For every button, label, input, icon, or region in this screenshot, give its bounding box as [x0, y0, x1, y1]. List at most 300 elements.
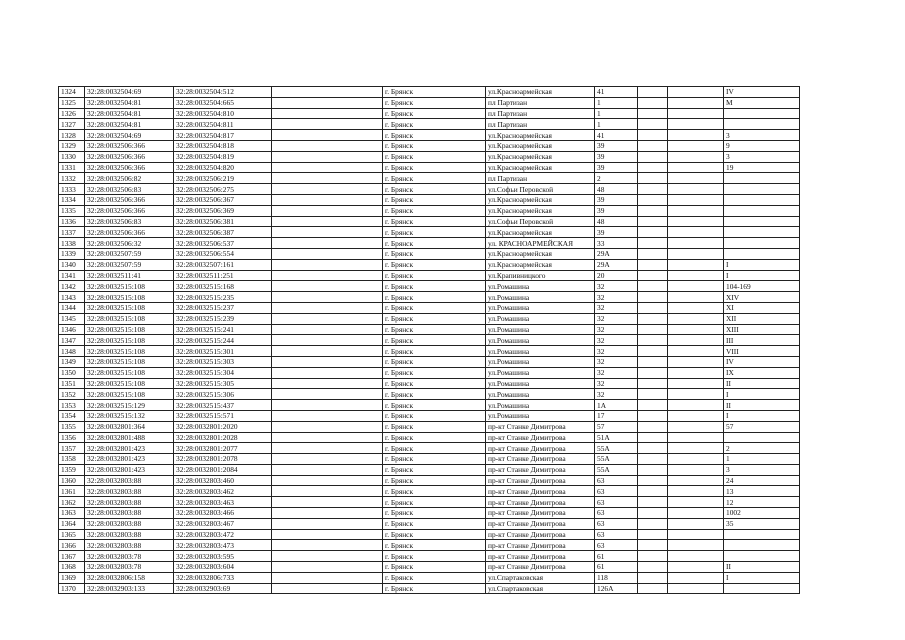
- cadastral-number-cell: 32:28:0032803:467: [174, 518, 272, 529]
- street-cell: ул.Красноармейская: [486, 140, 595, 151]
- blank-cell-3: [668, 248, 724, 259]
- parent-cadastral-number-cell: 32:28:0032803:88: [85, 508, 174, 519]
- street-cell: ул.Красноармейская: [486, 248, 595, 259]
- street-cell: ул.Софьи Перовской: [486, 216, 595, 227]
- blank-cell: [272, 108, 383, 119]
- parent-cadastral-number-cell: 32:28:0032515:108: [85, 389, 174, 400]
- blank-cell-3: [668, 421, 724, 432]
- blank-cell-2: [638, 475, 668, 486]
- premises-number-cell: [724, 583, 800, 594]
- city-cell: г. Брянск: [383, 281, 486, 292]
- parent-cadastral-number-cell: 32:28:0032801:423: [85, 464, 174, 475]
- blank-cell: [272, 540, 383, 551]
- premises-number-cell: II: [724, 378, 800, 389]
- street-cell: ул.Спартаковская: [486, 572, 595, 583]
- row-number-cell: 1340: [59, 259, 85, 270]
- street-cell: пр-кт Станке Димитрова: [486, 508, 595, 519]
- blank-cell-3: [668, 87, 724, 98]
- cadastral-number-cell: 32:28:0032507:161: [174, 259, 272, 270]
- street-cell: пр-кт Станке Димитрова: [486, 432, 595, 443]
- row-number-cell: 1365: [59, 529, 85, 540]
- premises-number-cell: [724, 173, 800, 184]
- cadastral-number-cell: 32:28:0032504:665: [174, 97, 272, 108]
- blank-cell: [272, 87, 383, 98]
- house-number-cell: 39: [595, 162, 638, 173]
- row-number-cell: 1346: [59, 324, 85, 335]
- premises-number-cell: 104-169: [724, 281, 800, 292]
- cadastral-number-cell: 32:28:0032801:2077: [174, 443, 272, 454]
- blank-cell-2: [638, 173, 668, 184]
- blank-cell: [272, 378, 383, 389]
- street-cell: ул.Ромашина: [486, 313, 595, 324]
- cadastral-number-cell: 32:28:0032506:381: [174, 216, 272, 227]
- street-cell: ул.Красноармейская: [486, 130, 595, 141]
- blank-cell-3: [668, 454, 724, 465]
- premises-number-cell: I: [724, 270, 800, 281]
- cadastral-number-cell: 32:28:0032504:811: [174, 119, 272, 130]
- city-cell: г. Брянск: [383, 184, 486, 195]
- blank-cell-3: [668, 378, 724, 389]
- blank-cell: [272, 227, 383, 238]
- cadastral-number-cell: 32:28:0032506:369: [174, 205, 272, 216]
- parent-cadastral-number-cell: 32:28:0032803:88: [85, 497, 174, 508]
- table-row: [59, 421, 800, 432]
- blank-cell: [272, 562, 383, 573]
- cadastral-number-cell: 32:28:0032801:2020: [174, 421, 272, 432]
- row-number-cell: 1361: [59, 486, 85, 497]
- city-cell: г. Брянск: [383, 583, 486, 594]
- premises-number-cell: I: [724, 410, 800, 421]
- blank-cell: [272, 335, 383, 346]
- house-number-cell: 32: [595, 389, 638, 400]
- city-cell: г. Брянск: [383, 518, 486, 529]
- parent-cadastral-number-cell: 32:28:0032506:32: [85, 238, 174, 249]
- table-row: [59, 356, 800, 367]
- table-row: [59, 162, 800, 173]
- blank-cell-3: [668, 259, 724, 270]
- blank-cell: [272, 292, 383, 303]
- city-cell: г. Брянск: [383, 205, 486, 216]
- cadastral-number-cell: 32:28:0032803:463: [174, 497, 272, 508]
- city-cell: г. Брянск: [383, 562, 486, 573]
- cadastral-number-cell: 32:28:0032803:604: [174, 562, 272, 573]
- street-cell: пл Партизан: [486, 97, 595, 108]
- street-cell: ул.Ромашина: [486, 324, 595, 335]
- row-number-cell: 1343: [59, 292, 85, 303]
- row-number-cell: 1353: [59, 400, 85, 411]
- premises-number-cell: 1: [724, 454, 800, 465]
- street-cell: ул.Красноармейская: [486, 162, 595, 173]
- house-number-cell: 63: [595, 508, 638, 519]
- blank-cell-3: [668, 346, 724, 357]
- table-row: [59, 475, 800, 486]
- street-cell: пр-кт Станке Димитрова: [486, 518, 595, 529]
- parent-cadastral-number-cell: 32:28:0032515:108: [85, 292, 174, 303]
- row-number-cell: 1359: [59, 464, 85, 475]
- table-row: [59, 583, 800, 594]
- blank-cell-3: [668, 540, 724, 551]
- row-number-cell: 1347: [59, 335, 85, 346]
- blank-cell-3: [668, 367, 724, 378]
- row-number-cell: 1327: [59, 119, 85, 130]
- row-number-cell: 1331: [59, 162, 85, 173]
- street-cell: ул.Красноармейская: [486, 227, 595, 238]
- parent-cadastral-number-cell: 32:28:0032515:108: [85, 367, 174, 378]
- city-cell: г. Брянск: [383, 238, 486, 249]
- premises-number-cell: 13: [724, 486, 800, 497]
- parent-cadastral-number-cell: 32:28:0032803:78: [85, 551, 174, 562]
- blank-cell-2: [638, 140, 668, 151]
- house-number-cell: 118: [595, 572, 638, 583]
- cadastral-number-cell: 32:28:0032515:305: [174, 378, 272, 389]
- premises-number-cell: 3: [724, 151, 800, 162]
- premises-number-cell: XIV: [724, 292, 800, 303]
- premises-number-cell: IX: [724, 367, 800, 378]
- blank-cell: [272, 130, 383, 141]
- parent-cadastral-number-cell: 32:28:0032504:69: [85, 130, 174, 141]
- house-number-cell: 39: [595, 140, 638, 151]
- house-number-cell: 63: [595, 497, 638, 508]
- blank-cell: [272, 464, 383, 475]
- house-number-cell: 2: [595, 173, 638, 184]
- house-number-cell: 63: [595, 518, 638, 529]
- blank-cell-3: [668, 572, 724, 583]
- cadastral-number-cell: 32:28:0032803:472: [174, 529, 272, 540]
- blank-cell-2: [638, 508, 668, 519]
- city-cell: г. Брянск: [383, 389, 486, 400]
- city-cell: г. Брянск: [383, 173, 486, 184]
- cadastral-number-cell: 32:28:0032803:462: [174, 486, 272, 497]
- street-cell: ул.Красноармейская: [486, 194, 595, 205]
- blank-cell-2: [638, 194, 668, 205]
- cadastral-number-cell: 32:28:0032506:219: [174, 173, 272, 184]
- blank-cell-2: [638, 356, 668, 367]
- premises-number-cell: 24: [724, 475, 800, 486]
- house-number-cell: 61: [595, 551, 638, 562]
- city-cell: г. Брянск: [383, 443, 486, 454]
- cadastral-number-cell: 32:28:0032515:241: [174, 324, 272, 335]
- blank-cell: [272, 173, 383, 184]
- table-row: [59, 400, 800, 411]
- blank-cell-2: [638, 97, 668, 108]
- house-number-cell: 32: [595, 313, 638, 324]
- city-cell: г. Брянск: [383, 432, 486, 443]
- blank-cell-3: [668, 302, 724, 313]
- table-row: [59, 389, 800, 400]
- city-cell: г. Брянск: [383, 270, 486, 281]
- city-cell: г. Брянск: [383, 356, 486, 367]
- blank-cell: [272, 205, 383, 216]
- house-number-cell: 63: [595, 486, 638, 497]
- row-number-cell: 1333: [59, 184, 85, 195]
- cadastral-number-cell: 32:28:0032801:2084: [174, 464, 272, 475]
- street-cell: ул.Ромашина: [486, 281, 595, 292]
- cadastral-number-cell: 32:28:0032506:387: [174, 227, 272, 238]
- blank-cell: [272, 184, 383, 195]
- table-row: [59, 335, 800, 346]
- street-cell: пр-кт Станке Димитрова: [486, 486, 595, 497]
- house-number-cell: 63: [595, 540, 638, 551]
- city-cell: г. Брянск: [383, 119, 486, 130]
- row-number-cell: 1337: [59, 227, 85, 238]
- row-number-cell: 1367: [59, 551, 85, 562]
- blank-cell-3: [668, 335, 724, 346]
- blank-cell-2: [638, 205, 668, 216]
- blank-cell-2: [638, 443, 668, 454]
- blank-cell-3: [668, 551, 724, 562]
- house-number-cell: 32: [595, 281, 638, 292]
- cadastral-number-cell: 32:28:0032515:235: [174, 292, 272, 303]
- blank-cell: [272, 324, 383, 335]
- row-number-cell: 1368: [59, 562, 85, 573]
- city-cell: г. Брянск: [383, 497, 486, 508]
- cadastral-number-cell: 32:28:0032803:466: [174, 508, 272, 519]
- blank-cell: [272, 248, 383, 259]
- table-row: [59, 108, 800, 119]
- row-number-cell: 1364: [59, 518, 85, 529]
- table-row: [59, 518, 800, 529]
- house-number-cell: 20: [595, 270, 638, 281]
- street-cell: ул.Ромашина: [486, 400, 595, 411]
- blank-cell-3: [668, 205, 724, 216]
- blank-cell-3: [668, 97, 724, 108]
- blank-cell-3: [668, 583, 724, 594]
- parent-cadastral-number-cell: 32:28:0032506:83: [85, 184, 174, 195]
- table-row: [59, 97, 800, 108]
- house-number-cell: 63: [595, 475, 638, 486]
- house-number-cell: 1: [595, 97, 638, 108]
- blank-cell: [272, 529, 383, 540]
- parent-cadastral-number-cell: 32:28:0032515:108: [85, 356, 174, 367]
- house-number-cell: 1: [595, 119, 638, 130]
- table-row: [59, 119, 800, 130]
- parent-cadastral-number-cell: 32:28:0032506:83: [85, 216, 174, 227]
- blank-cell-2: [638, 151, 668, 162]
- parent-cadastral-number-cell: 32:28:0032506:366: [85, 194, 174, 205]
- premises-number-cell: [724, 529, 800, 540]
- premises-number-cell: [724, 227, 800, 238]
- blank-cell: [272, 454, 383, 465]
- house-number-cell: 41: [595, 130, 638, 141]
- parent-cadastral-number-cell: 32:28:0032507:59: [85, 248, 174, 259]
- blank-cell-3: [668, 281, 724, 292]
- house-number-cell: 32: [595, 356, 638, 367]
- blank-cell: [272, 151, 383, 162]
- blank-cell: [272, 97, 383, 108]
- row-number-cell: 1363: [59, 508, 85, 519]
- premises-number-cell: [724, 119, 800, 130]
- house-number-cell: 33: [595, 238, 638, 249]
- house-number-cell: 32: [595, 292, 638, 303]
- table-row: [59, 281, 800, 292]
- street-cell: пр-кт Станке Димитрова: [486, 443, 595, 454]
- parent-cadastral-number-cell: 32:28:0032803:88: [85, 518, 174, 529]
- blank-cell-3: [668, 227, 724, 238]
- premises-number-cell: 2: [724, 443, 800, 454]
- house-number-cell: 39: [595, 194, 638, 205]
- cadastral-number-cell: 32:28:0032515:304: [174, 367, 272, 378]
- blank-cell-2: [638, 281, 668, 292]
- cadastral-number-cell: 32:28:0032801:2028: [174, 432, 272, 443]
- parent-cadastral-number-cell: 32:28:0032515:108: [85, 281, 174, 292]
- city-cell: г. Брянск: [383, 508, 486, 519]
- cadastral-number-cell: 32:28:0032515:244: [174, 335, 272, 346]
- blank-cell-2: [638, 313, 668, 324]
- blank-cell-2: [638, 572, 668, 583]
- premises-number-cell: [724, 248, 800, 259]
- blank-cell-2: [638, 302, 668, 313]
- street-cell: ул.Ромашина: [486, 378, 595, 389]
- blank-cell-2: [638, 421, 668, 432]
- house-number-cell: 32: [595, 378, 638, 389]
- city-cell: г. Брянск: [383, 151, 486, 162]
- premises-number-cell: [724, 432, 800, 443]
- city-cell: г. Брянск: [383, 421, 486, 432]
- blank-cell-2: [638, 389, 668, 400]
- cadastral-number-cell: 32:28:0032504:820: [174, 162, 272, 173]
- cadastral-number-cell: 32:28:0032504:512: [174, 87, 272, 98]
- blank-cell-3: [668, 119, 724, 130]
- table-row: [59, 529, 800, 540]
- house-number-cell: 1А: [595, 400, 638, 411]
- table-row: [59, 346, 800, 357]
- street-cell: пр-кт Станке Димитрова: [486, 529, 595, 540]
- row-number-cell: 1329: [59, 140, 85, 151]
- table-row: [59, 270, 800, 281]
- parent-cadastral-number-cell: 32:28:0032903:133: [85, 583, 174, 594]
- blank-cell-2: [638, 248, 668, 259]
- blank-cell-3: [668, 389, 724, 400]
- parent-cadastral-number-cell: 32:28:0032515:132: [85, 410, 174, 421]
- blank-cell: [272, 389, 383, 400]
- city-cell: г. Брянск: [383, 108, 486, 119]
- house-number-cell: 29А: [595, 248, 638, 259]
- blank-cell: [272, 421, 383, 432]
- table-row: [59, 497, 800, 508]
- table-row: [59, 248, 800, 259]
- table-row: [59, 140, 800, 151]
- blank-cell-2: [638, 518, 668, 529]
- street-cell: ул.Ромашина: [486, 346, 595, 357]
- table-row: [59, 194, 800, 205]
- row-number-cell: 1328: [59, 130, 85, 141]
- table-row: [59, 184, 800, 195]
- premises-number-cell: XI: [724, 302, 800, 313]
- blank-cell-3: [668, 443, 724, 454]
- blank-cell-3: [668, 216, 724, 227]
- blank-cell-2: [638, 486, 668, 497]
- row-number-cell: 1332: [59, 173, 85, 184]
- row-number-cell: 1352: [59, 389, 85, 400]
- table-row: [59, 173, 800, 184]
- row-number-cell: 1349: [59, 356, 85, 367]
- street-cell: пр-кт Станке Димитрова: [486, 454, 595, 465]
- table-row: [59, 551, 800, 562]
- street-cell: ул.Софьи Перовской: [486, 184, 595, 195]
- blank-cell: [272, 346, 383, 357]
- parent-cadastral-number-cell: 32:28:0032803:88: [85, 540, 174, 551]
- house-number-cell: 63: [595, 529, 638, 540]
- blank-cell-2: [638, 184, 668, 195]
- blank-cell-3: [668, 432, 724, 443]
- cadastral-number-cell: 32:28:0032504:810: [174, 108, 272, 119]
- street-cell: пр-кт Станке Димитрова: [486, 562, 595, 573]
- parent-cadastral-number-cell: 32:28:0032801:488: [85, 432, 174, 443]
- street-cell: ул.Красноармейская: [486, 259, 595, 270]
- cadastral-number-cell: 32:28:0032801:2078: [174, 454, 272, 465]
- street-cell: ул.Ромашина: [486, 389, 595, 400]
- cadastral-number-cell: 32:28:0032506:537: [174, 238, 272, 249]
- cadastral-number-cell: 32:28:0032515:237: [174, 302, 272, 313]
- parent-cadastral-number-cell: 32:28:0032806:158: [85, 572, 174, 583]
- street-cell: пл Партизан: [486, 173, 595, 184]
- premises-number-cell: 19: [724, 162, 800, 173]
- cadastral-number-cell: 32:28:0032515:437: [174, 400, 272, 411]
- blank-cell: [272, 367, 383, 378]
- street-cell: пр-кт Станке Димитрова: [486, 421, 595, 432]
- house-number-cell: 39: [595, 151, 638, 162]
- blank-cell-2: [638, 400, 668, 411]
- house-number-cell: 48: [595, 216, 638, 227]
- table-row: [59, 464, 800, 475]
- parent-cadastral-number-cell: 32:28:0032515:129: [85, 400, 174, 411]
- parent-cadastral-number-cell: 32:28:0032803:78: [85, 562, 174, 573]
- cadastral-number-cell: 32:28:0032515:168: [174, 281, 272, 292]
- city-cell: г. Брянск: [383, 486, 486, 497]
- blank-cell-3: [668, 464, 724, 475]
- blank-cell-2: [638, 335, 668, 346]
- blank-cell-2: [638, 346, 668, 357]
- table-row: [59, 540, 800, 551]
- table-row: [59, 443, 800, 454]
- row-number-cell: 1370: [59, 583, 85, 594]
- blank-cell-2: [638, 529, 668, 540]
- cadastral-number-cell: 32:28:0032515:301: [174, 346, 272, 357]
- blank-cell-2: [638, 216, 668, 227]
- cadastral-number-cell: 32:28:0032504:818: [174, 140, 272, 151]
- parent-cadastral-number-cell: 32:28:0032504:81: [85, 108, 174, 119]
- city-cell: г. Брянск: [383, 540, 486, 551]
- table-row: [59, 313, 800, 324]
- parent-cadastral-number-cell: 32:28:0032504:81: [85, 119, 174, 130]
- cadastral-number-cell: 32:28:0032506:367: [174, 194, 272, 205]
- blank-cell-2: [638, 119, 668, 130]
- parent-cadastral-number-cell: 32:28:0032803:88: [85, 486, 174, 497]
- premises-number-cell: II: [724, 562, 800, 573]
- premises-number-cell: XII: [724, 313, 800, 324]
- blank-cell-3: [668, 410, 724, 421]
- street-cell: пр-кт Станке Димитрова: [486, 464, 595, 475]
- blank-cell: [272, 162, 383, 173]
- premises-number-cell: IV: [724, 356, 800, 367]
- premises-number-cell: [724, 540, 800, 551]
- table-row: [59, 572, 800, 583]
- house-number-cell: 51А: [595, 432, 638, 443]
- parent-cadastral-number-cell: 32:28:0032504:69: [85, 87, 174, 98]
- row-number-cell: 1358: [59, 454, 85, 465]
- city-cell: г. Брянск: [383, 87, 486, 98]
- house-number-cell: 55А: [595, 443, 638, 454]
- parent-cadastral-number-cell: 32:28:0032515:108: [85, 335, 174, 346]
- parent-cadastral-number-cell: 32:28:0032801:364: [85, 421, 174, 432]
- blank-cell-2: [638, 292, 668, 303]
- blank-cell: [272, 216, 383, 227]
- premises-number-cell: [724, 216, 800, 227]
- street-cell: пл Партизан: [486, 119, 595, 130]
- blank-cell-2: [638, 410, 668, 421]
- parent-cadastral-number-cell: 32:28:0032515:108: [85, 313, 174, 324]
- blank-cell: [272, 400, 383, 411]
